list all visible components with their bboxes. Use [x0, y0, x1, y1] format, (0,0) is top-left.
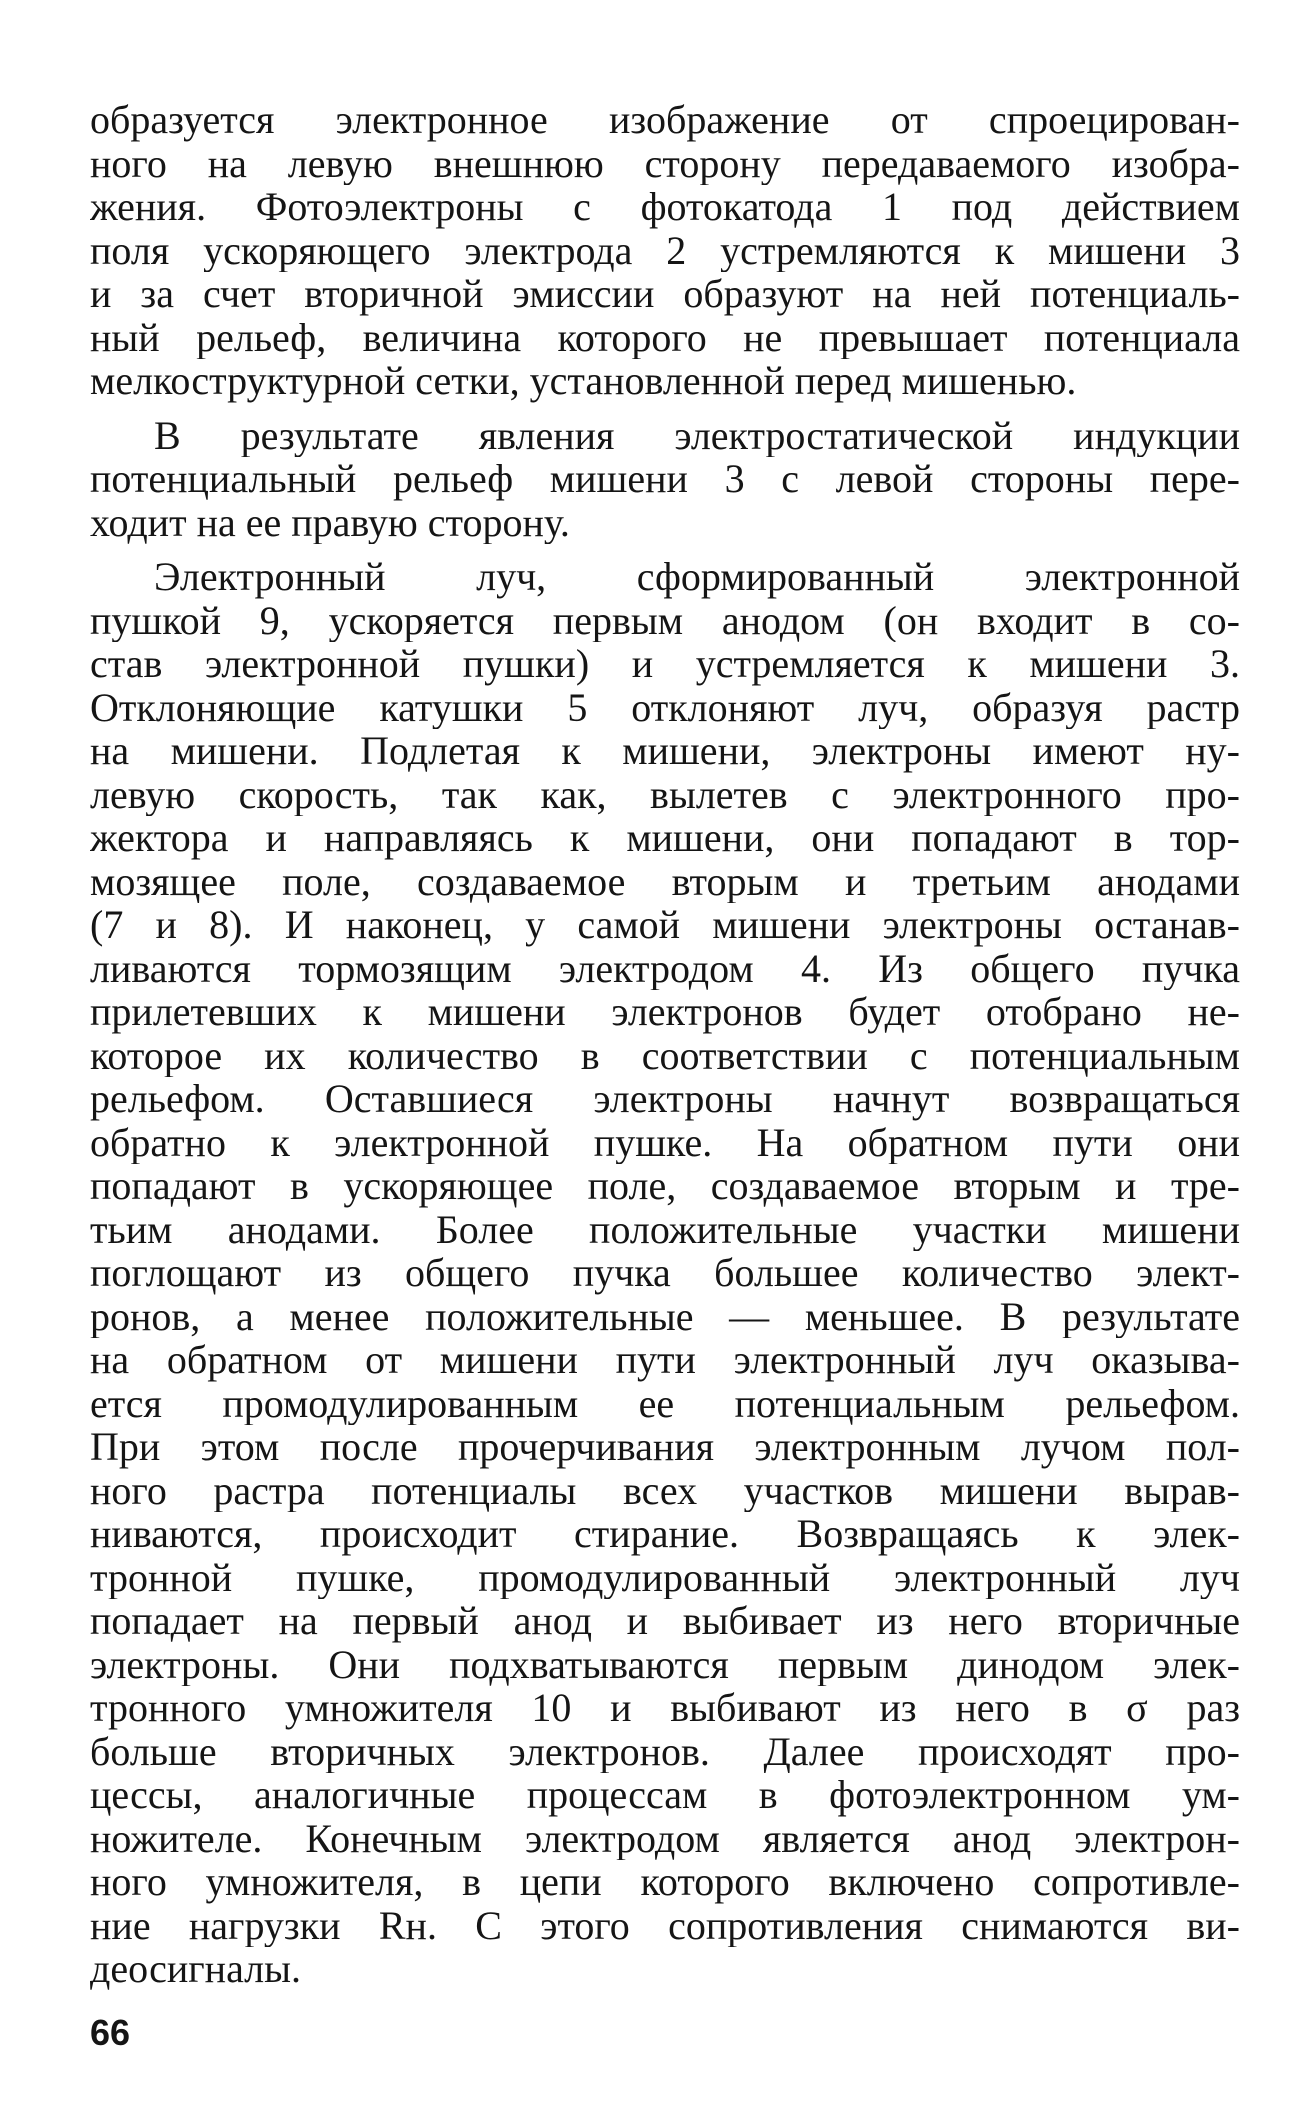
text-line: ного умножителя, в цепи которого включено сопротивле-	[90, 1860, 1240, 1904]
text-line: ниваются, происходит стирание. Возвращаясь к элек-	[90, 1512, 1240, 1556]
text-line: тронного умножителя 10 и выбивают из него в σ раз	[90, 1686, 1240, 1730]
text-line: поглощают из общего пучка большее количество элект-	[90, 1251, 1240, 1295]
text-line: тронной пушке, промодулированный электронный луч	[90, 1555, 1240, 1599]
text-line: и за счет вторичной эмиссии образуют на ней потенциаль-	[90, 272, 1240, 316]
text-line: мозящее поле, создаваемое вторым и третьим анодами	[90, 859, 1240, 903]
text-line: В результате явления электростатической индукции	[154, 413, 1240, 457]
text-line: попадают в ускоряющее поле, создаваемое вторым и тре-	[90, 1164, 1240, 1208]
text-line: обратно к электронной пушке. На обратном пути они	[90, 1120, 1240, 1164]
text-line: потенциальный рельеф мишени 3 с левой стороны пере-	[90, 457, 1240, 501]
text-line: тьим анодами. Более положительные участки мишени	[90, 1207, 1240, 1251]
text-line: Отклоняющие катушки 5 отклоняют луч, образуя растр	[90, 685, 1240, 729]
text-line: мелкоструктурной сетки, установленной перед мишенью.	[90, 359, 1077, 403]
text-line: ный рельеф, величина которого не превышает потенциала	[90, 315, 1240, 359]
text-line: ножителе. Конечным электродом является анод электрон-	[90, 1816, 1240, 1860]
text-line: левую скорость, так как, вылетев с электронного про-	[90, 772, 1240, 816]
text-line: на мишени. Подлетая к мишени, электроны имеют ну-	[90, 729, 1240, 773]
text-line: больше вторичных электронов. Далее происходят про-	[90, 1729, 1240, 1773]
text-line: (7 и 8). И наконец, у самой мишени электроны останав-	[90, 903, 1240, 947]
page-text-body	[90, 98, 1240, 1991]
text-line: ние нагрузки Rн. С этого сопротивления снимаются ви-	[90, 1903, 1240, 1947]
text-line: попадает на первый анод и выбивает из него вторичные	[90, 1599, 1240, 1643]
text-line: ронов, а менее положительные — меньшее. В результате	[90, 1294, 1240, 1338]
text-line: рельефом. Оставшиеся электроны начнут возвращаться	[90, 1077, 1240, 1121]
paragraph	[90, 414, 1240, 545]
paragraph	[90, 555, 1240, 1991]
text-line: ливаются тормозящим электродом 4. Из общего пучка	[90, 946, 1240, 990]
paragraph	[90, 98, 1240, 403]
text-line: ходит на ее правую сторону.	[90, 500, 570, 544]
text-line: образуется электронное изображение от спроецирован-	[90, 98, 1240, 142]
text-line: электроны. Они подхватываются первым динодом элек-	[90, 1642, 1240, 1686]
text-line: прилетевших к мишени электронов будет отобрано не-	[90, 990, 1240, 1034]
text-line: ного растра потенциалы всех участков мишени вырав-	[90, 1468, 1240, 1512]
text-line: Электронный луч, сформированный электронной	[154, 555, 1240, 599]
text-line: деосигналы.	[90, 1947, 302, 1991]
text-line: которое их количество в соответствии с потенциальным	[90, 1033, 1240, 1077]
text-line: цессы, аналогичные процессам в фотоэлектронном ум-	[90, 1773, 1240, 1817]
text-line: ного на левую внешнюю сторону передаваемого изобра-	[90, 141, 1240, 185]
text-line: пушкой 9, ускоряется первым анодом (он входит в со-	[90, 598, 1240, 642]
text-line: жения. Фотоэлектроны с фотокатода 1 под действием	[90, 185, 1240, 229]
text-line: став электронной пушки) и устремляется к мишени 3.	[90, 642, 1240, 686]
text-line: ется промодулированным ее потенциальным рельефом.	[90, 1381, 1240, 1425]
text-line: поля ускоряющего электрода 2 устремляются к мишени 3	[90, 228, 1240, 272]
page-number: 66	[90, 2012, 131, 2053]
text-line: на обратном от мишени пути электронный луч оказыва-	[90, 1338, 1240, 1382]
text-line: При этом после прочерчивания электронным лучом пол-	[90, 1425, 1240, 1469]
text-line: жектора и направляясь к мишени, они попадают в тор-	[90, 816, 1240, 860]
